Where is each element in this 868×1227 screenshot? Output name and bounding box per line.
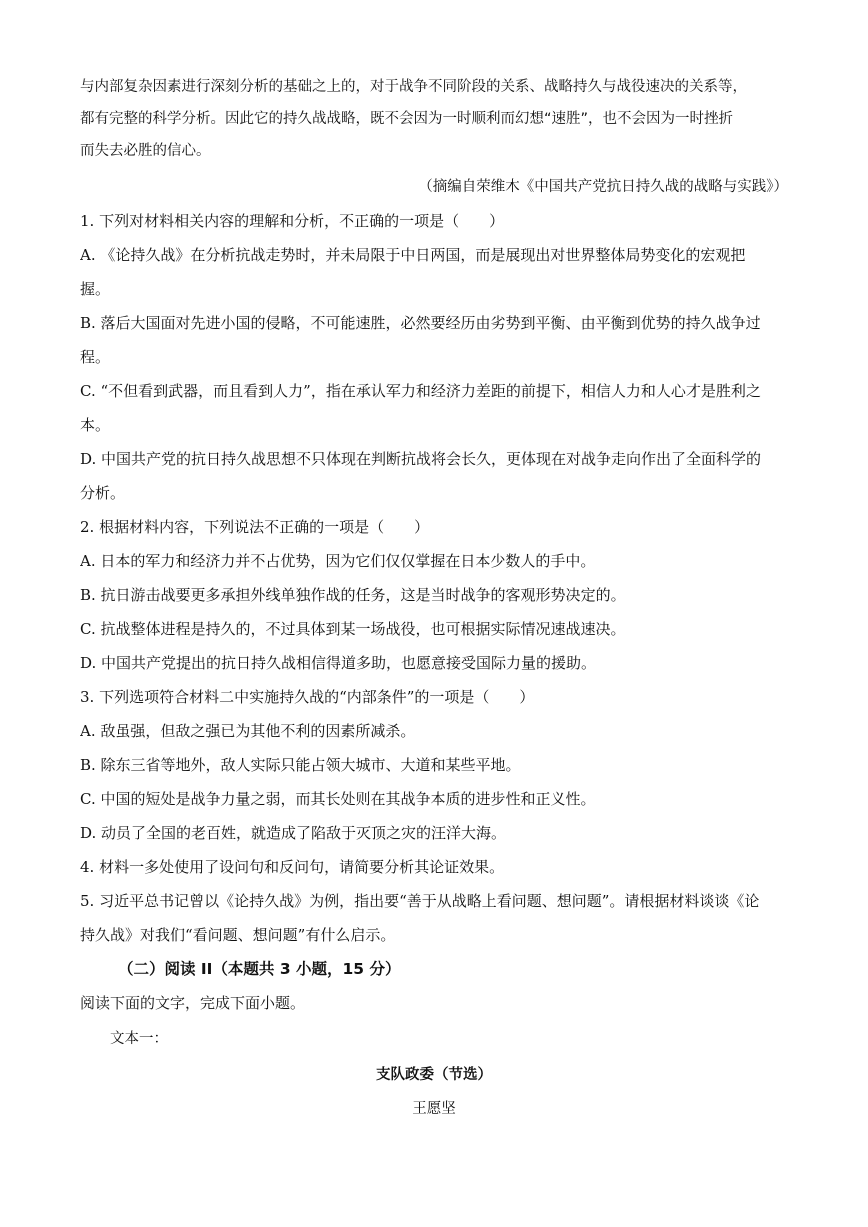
question-3-option-d: D. 动员了全国的老百姓，就造成了陷敌于灭顶之灾的汪洋大海。 <box>80 824 507 842</box>
question-5-line-1: 5. 习近平总书记曾以《论持久战》为例，指出要“善于从战略上看问题、想问题”。请根据材料谈谈《论 <box>80 892 760 910</box>
question-3-option-a: A. 敌虽强，但敌之强已为其他不利的因素所减杀。 <box>80 722 416 740</box>
question-1-option-d: D. 中国共产党的抗日持久战思想不只体现在判断抗战将会长久，更体现在对战争走向作出了全面科学的 <box>80 450 762 468</box>
question-1-option-a: A. 《论持久战》在分析抗战走势时，并未局限于中日两国，而是展现出对世界整体局势变化的宏观把 <box>80 246 746 264</box>
source-citation: （摘编自荣维木《中国共产党抗日持久战的战略与实践》） <box>418 179 788 195</box>
article-author: 王愿坚 <box>412 1101 456 1117</box>
question-1-option-c-cont: 本。 <box>80 416 111 434</box>
question-5-line-2: 持久战》对我们“看问题、想问题”有什么启示。 <box>80 926 396 944</box>
question-2-option-b: B. 抗日游击战要更多承担外线单独作战的任务，这是当时战争的客观形势决定的。 <box>80 586 626 604</box>
text-label: 文本一： <box>110 1031 168 1047</box>
question-2-option-c: C. 抗战整体进程是持久的，不过具体到某一场战役，也可根据实际情况速战速决。 <box>80 620 626 638</box>
question-1-stem: 1. 下列对材料相关内容的理解和分析，不正确的一项是（ ） <box>80 212 505 230</box>
intro-line-2: 都有完整的科学分析。因此它的持久战战略，既不会因为一时顺利而幻想“速胜”，也不会因为一时挫折 <box>80 111 734 127</box>
question-1-option-d-cont: 分析。 <box>80 484 126 502</box>
question-3-stem: 3. 下列选项符合材料二中实施持久战的“内部条件”的一项是（ ） <box>80 688 535 706</box>
question-1-option-a-cont: 握。 <box>80 280 111 298</box>
section-heading: （二）阅读 II（本题共 3 小题，15 分） <box>118 960 401 978</box>
question-1-option-b: B. 落后大国面对先进小国的侵略，不可能速胜，必然要经历由劣势到平衡、由平衡到优势的持久战争过 <box>80 314 761 332</box>
intro-line-1: 与内部复杂因素进行深刻分析的基础之上的，对于战争不同阶段的关系、战略持久与战役速决的关系等， <box>80 79 747 95</box>
intro-line-3: 而失去必胜的信心。 <box>80 143 211 159</box>
question-2-option-a: A. 日本的军力和经济力并不占优势，因为它们仅仅掌握在日本少数人的手中。 <box>80 552 596 570</box>
question-3-option-c: C. 中国的短处是战争力量之弱，而其长处则在其战争本质的进步性和正义性。 <box>80 790 596 808</box>
question-1-option-c: C. “不但看到武器，而且看到人力”，指在承认军力和经济力差距的前提下，相信人力和人心才是胜利之 <box>80 382 761 400</box>
question-2-stem: 2. 根据材料内容，下列说法不正确的一项是（ ） <box>80 518 430 536</box>
question-3-option-b: B. 除东三省等地外，敌人实际只能占领大城市、大道和某些平地。 <box>80 756 521 774</box>
section-instruction: 阅读下面的文字，完成下面小题。 <box>80 994 306 1012</box>
question-1-option-b-cont: 程。 <box>80 348 111 366</box>
question-4-stem: 4. 材料一多处使用了设问句和反问句，请简要分析其论证效果。 <box>80 858 505 876</box>
question-2-option-d: D. 中国共产党提出的抗日持久战相信得道多助，也愿意接受国际力量的援助。 <box>80 654 597 672</box>
article-title: 支队政委（节选） <box>376 1067 492 1083</box>
